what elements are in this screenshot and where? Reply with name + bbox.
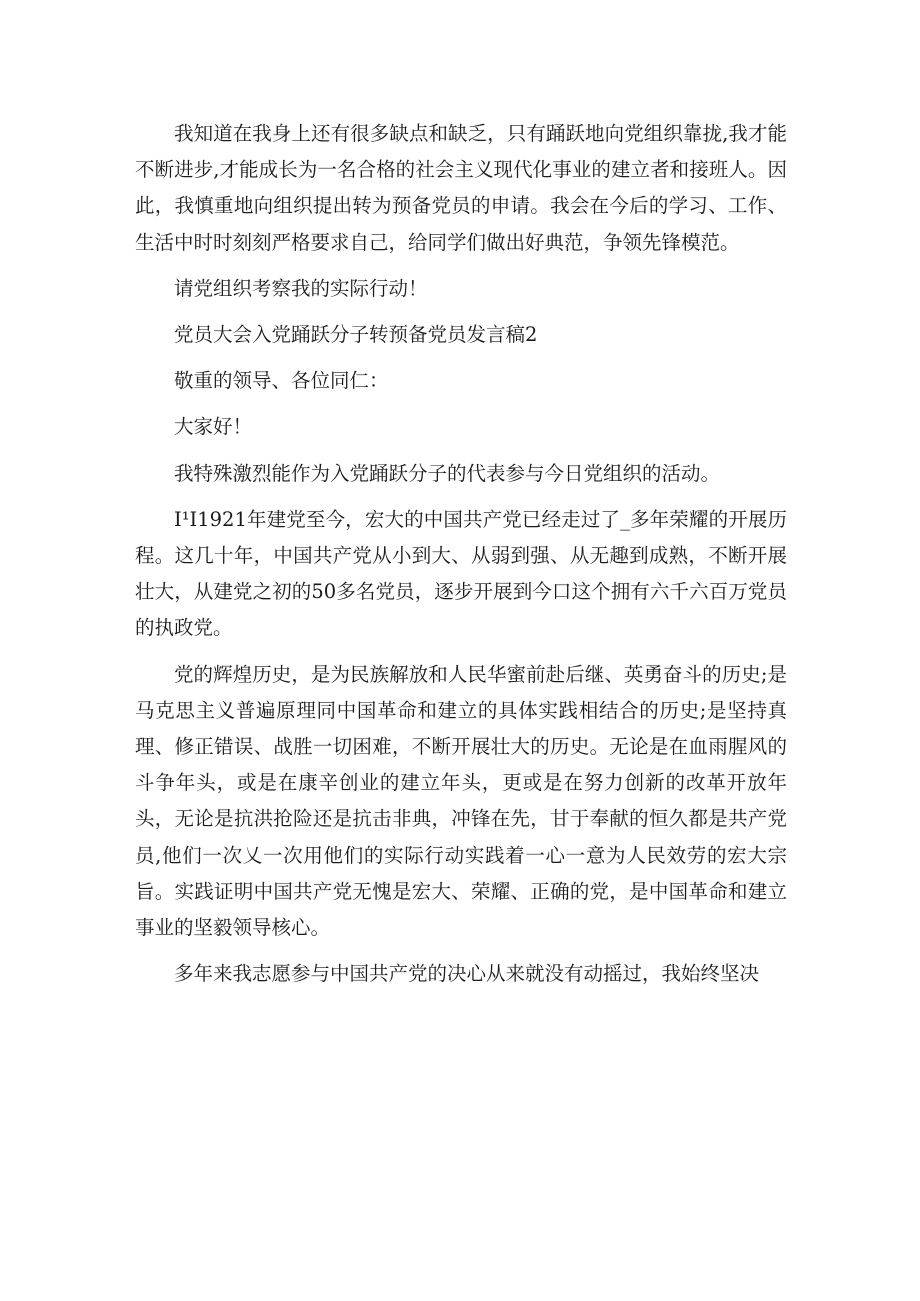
paragraph-request: 请党组织考察我的实际行动！ [174,276,428,300]
paragraph-opening: 我特殊激烈能作为入党踊跃分子的代表参与今日党组织的活动。 [174,461,721,485]
paragraph-history: I¹I1921年建党至今，宏大的中国共产党已经走过了_多年荣耀的开展历程。这几十年，中国共产党从小到大、从弱到强、从无趣到成熟，不断开展壮大，从建党之初的50多名党员，逐步开展到今口这个拥有六千六百万党员的执政党。 [135,507,787,640]
greeting: 大家好！ [174,415,253,439]
paragraph-intro: 我知道在我身上还有很多缺点和缺乏，只有踊跃地向党组织靠拢,我才能不断进步,才能成长为一名合格的社会主义现代化事业的建立者和接班人。因此，我慎重地向组织提出转为预备党员的申请。我会在今后的学习、工作、生活中时时刻刻严格要求自己，给同学们做出好典范，争领先锋模范。 [135,122,787,254]
paragraph-resolve: 多年来我志愿参与中国共产党的决心从来就没有动摇过，我始终坚决 [174,962,760,986]
speech-title: 党员大会入党踊跃分子转预备党员发言稿2 [174,323,538,347]
salutation: 敬重的领导、各位同仁： [174,369,389,393]
document-body [135,116,787,1002]
paragraph-glory: 党的辉煌历史，是为民族解放和人民华蜜前赴后继、英勇奋斗的历史;是马克思主义普遍原理同中国革命和建立的具体实践相结合的历史;是坚持真理、修正错误、战胜一切困难，不断开展壮大的历史。无论是在血雨腥风的斗争年头，或是在康辛创业的建立年头，更或是在努力创新的改革开放年头，无论是抗洪抢险还是抗击非典，冲锋在先，甘于奉献的恒久都是共产党员,他们一次乂一次用他们的实际行动实践着一心一意为人民效劳的宏大宗旨。实践证明中国共产党无愧是宏大、荣耀、正确的党，是中国革命和建立事业的坚毅领导核心。 [135,662,787,940]
